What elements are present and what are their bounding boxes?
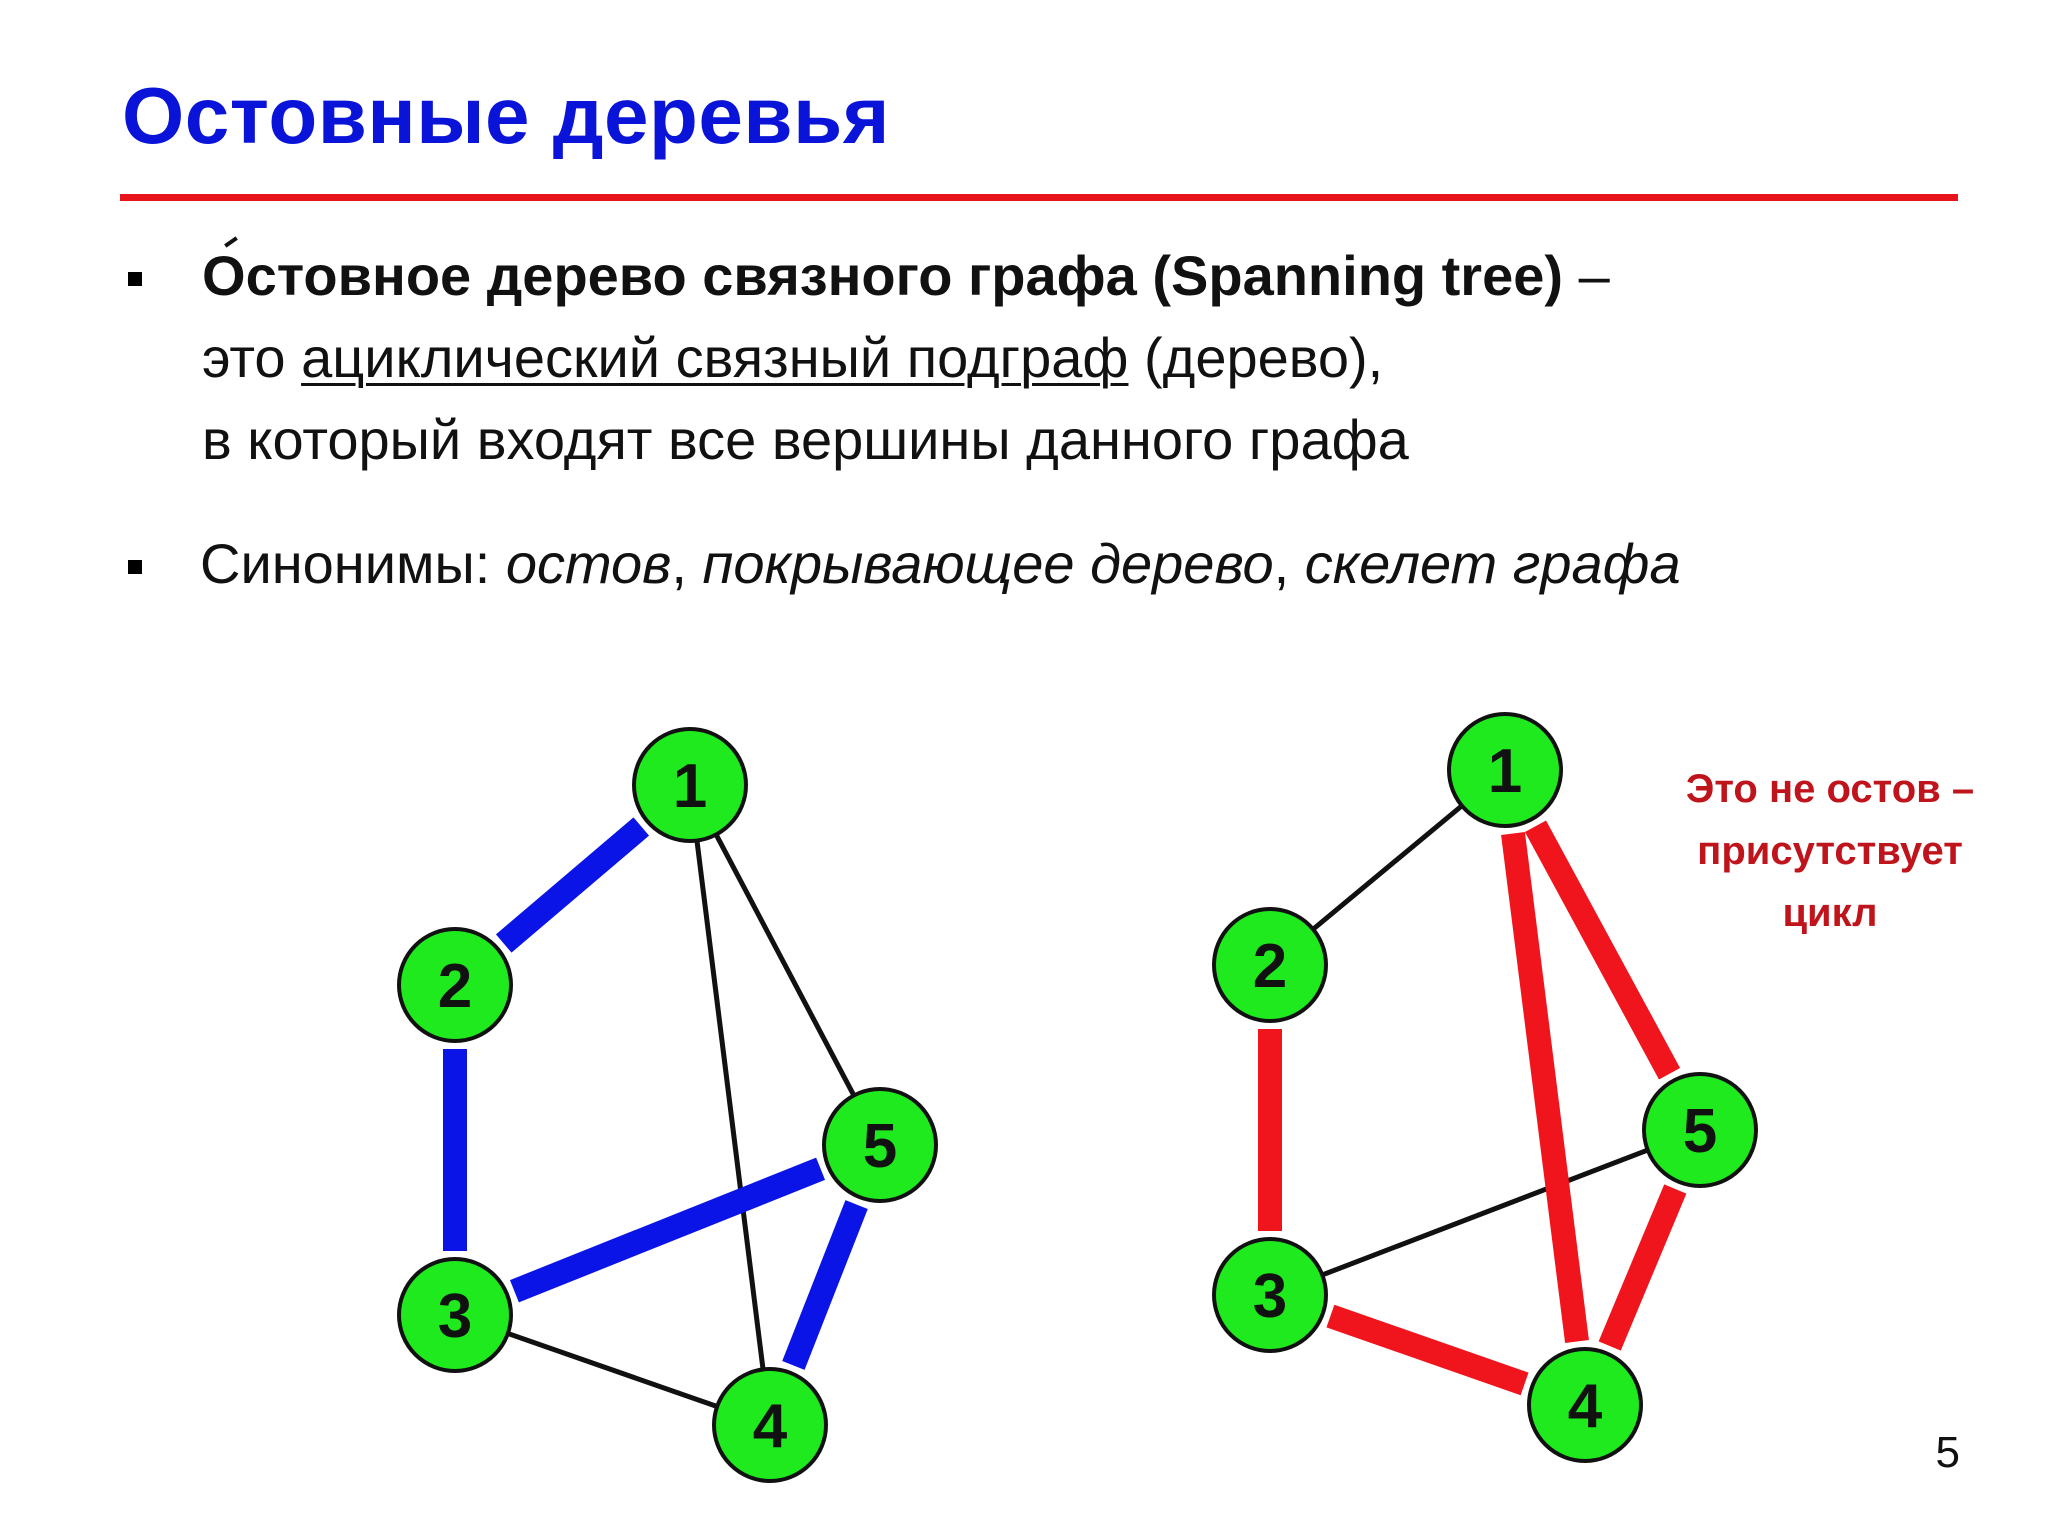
- definition-line3-text: в который входят все вершины данного графа: [202, 408, 1409, 471]
- right-node-label-4: 4: [1567, 1372, 1603, 1441]
- right-node-4: [1529, 1349, 1641, 1461]
- definition-underlined-phrase: ациклический связный подграф: [301, 326, 1129, 389]
- left-edge-1-5: [716, 835, 854, 1096]
- left-graph: [399, 729, 936, 1481]
- synonym-3: скелет графа: [1304, 532, 1681, 595]
- left-node-3: [399, 1259, 511, 1371]
- definition-term-first-letter: О: [202, 244, 246, 307]
- left-node-4: [714, 1369, 826, 1481]
- synonym-1: остов: [505, 532, 672, 595]
- definition-line2-after: (дерево),: [1128, 326, 1384, 389]
- right-node-1: [1449, 714, 1561, 826]
- right-edge-1-2: [1313, 806, 1462, 929]
- definition-dash: –: [1563, 244, 1610, 307]
- left-edge-3-4: [508, 1333, 717, 1406]
- right-node-label-3: 3: [1252, 1262, 1288, 1331]
- definition-line2-before: это: [202, 326, 302, 389]
- left-node-label-4: 4: [752, 1392, 788, 1461]
- left-node-label-1: 1: [672, 752, 708, 821]
- right-node-label-1: 1: [1487, 737, 1523, 806]
- right-edge-5-4: [1610, 1189, 1676, 1346]
- note-line-1: Это не остов –: [1685, 767, 1975, 811]
- synonyms-label: Синонимы:: [200, 532, 506, 595]
- not-spanning-tree-note: [1640, 758, 2020, 944]
- right-node-2: [1214, 909, 1326, 1021]
- left-edge-5-4: [793, 1205, 856, 1366]
- right-node-5: [1644, 1074, 1756, 1186]
- left-node-5: [824, 1089, 936, 1201]
- left-node-label-3: 3: [437, 1282, 473, 1351]
- page-number: 5: [1935, 1428, 1960, 1477]
- left-node-label-2: 2: [437, 952, 473, 1021]
- left-edge-1-2: [504, 826, 642, 943]
- synonym-separator-2: ,: [1273, 532, 1305, 595]
- right-edge-3-5: [1322, 1150, 1647, 1275]
- right-node-label-2: 2: [1252, 932, 1288, 1001]
- synonym-separator-1: ,: [671, 532, 703, 595]
- left-node-2: [399, 929, 511, 1041]
- left-node-1: [634, 729, 746, 841]
- note-line-3: цикл: [1782, 891, 1878, 935]
- right-node-label-5: 5: [1682, 1097, 1718, 1166]
- left-node-label-5: 5: [862, 1112, 898, 1181]
- right-edge-3-4: [1330, 1316, 1524, 1384]
- note-line-2: присутствует: [1697, 829, 1963, 873]
- right-node-3: [1214, 1239, 1326, 1351]
- definition-term-rest: стовное дерево связного графа (Spanning tree): [245, 244, 1564, 307]
- synonym-2: покрывающее дерево: [702, 532, 1274, 595]
- left-edge-1-4: [697, 841, 763, 1370]
- left-edge-3-5: [514, 1169, 820, 1291]
- slide-title: Остовные деревья: [122, 71, 890, 160]
